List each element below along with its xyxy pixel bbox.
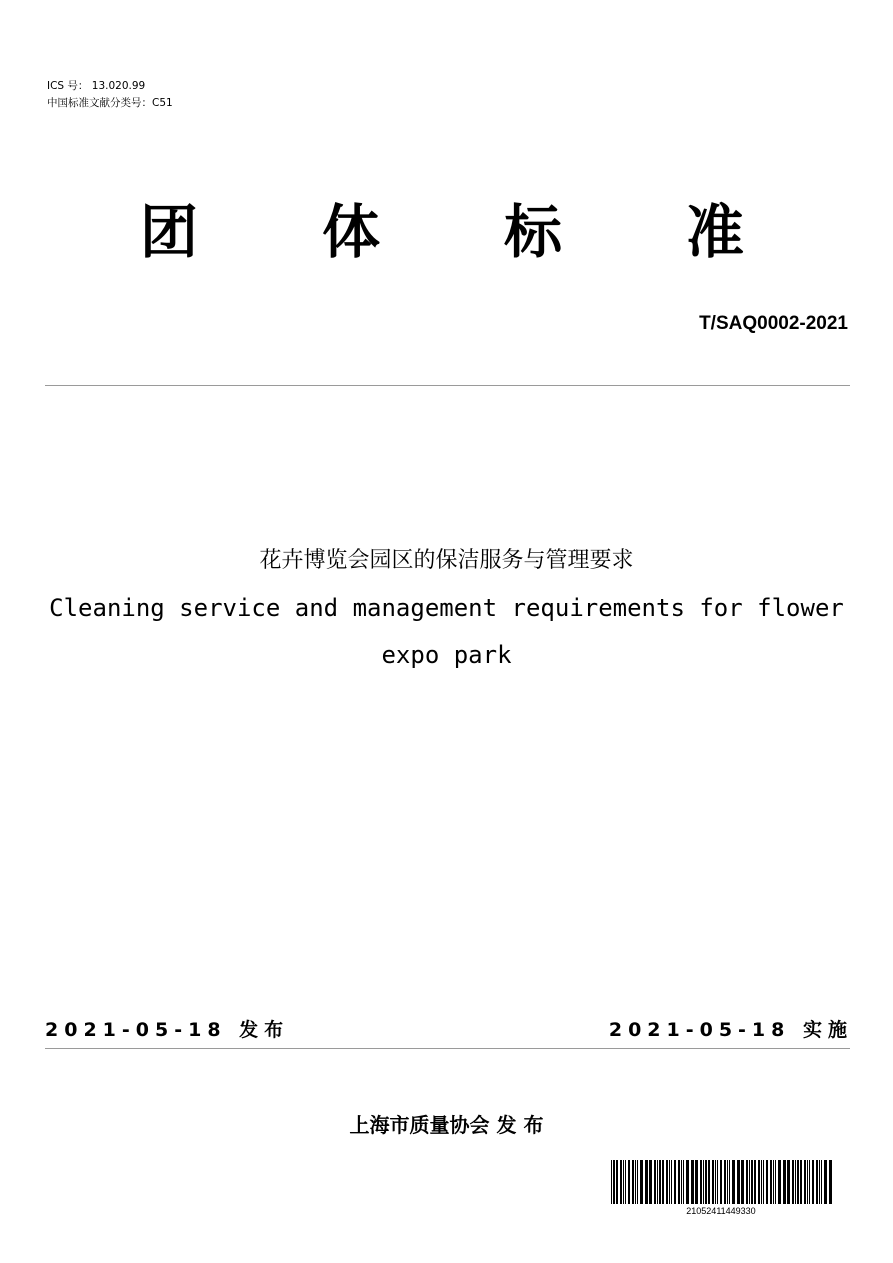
implement-date: 2021-05-18 实施 <box>608 1019 853 1041</box>
title-char-1: 团 <box>140 198 199 266</box>
bottom-divider <box>45 1048 850 1049</box>
english-title-line1: Cleaning service and management requirements for flower <box>49 594 844 622</box>
title-char-3: 标 <box>504 198 563 266</box>
issue-date: 2021-05-18 发布 <box>45 1019 290 1041</box>
title-char-2: 体 <box>322 198 381 266</box>
barcode-number: 21052411449330 <box>686 1206 756 1216</box>
barcode-icon <box>610 1160 832 1204</box>
ccs-number: 中国标准文献分类号：C51 <box>47 97 173 109</box>
standard-code: T/SAQ0002-2021 <box>699 313 848 334</box>
publisher: 上海市质量协会 发 布 <box>349 1113 544 1137</box>
english-title-line2: expo park <box>381 641 512 669</box>
top-divider <box>45 385 850 386</box>
ics-number: ICS 号： 13.020.99 <box>47 80 146 92</box>
title-char-4: 准 <box>686 198 745 266</box>
chinese-title: 花卉博览会园区的保洁服务与管理要求 <box>259 548 634 573</box>
